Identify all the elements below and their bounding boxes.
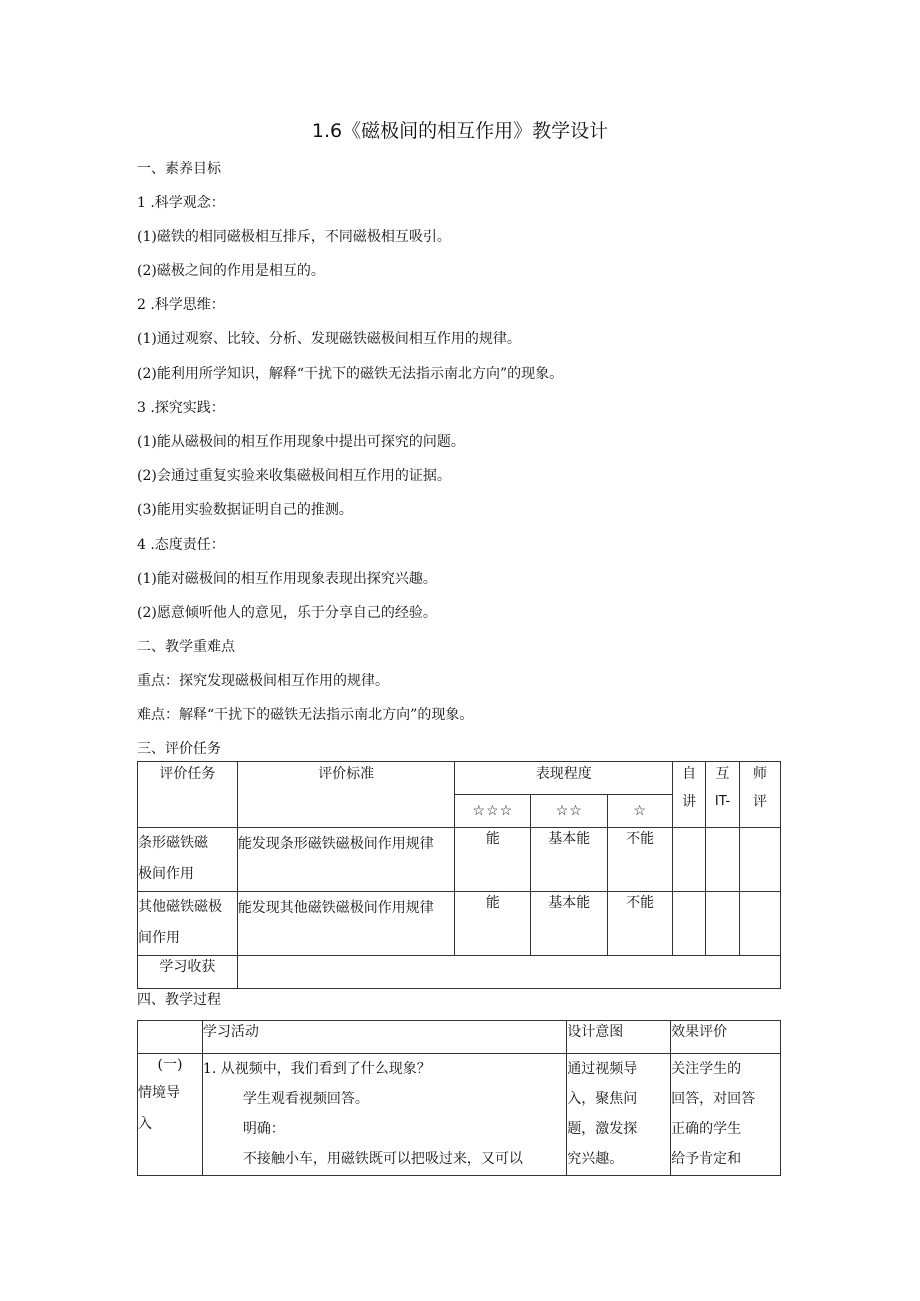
table-row [138,956,781,989]
stage-cell: (一) 情境导 入 [138,1054,203,1176]
goal-heading-thinking: 2 .科学思维： [137,297,225,313]
level-2-cell: 基本能 [531,828,608,892]
self-eval-cell [673,892,706,956]
level-3-cell: 能 [455,892,531,956]
goal-item: (1)通过观察、比较、分析、发现磁铁磁极间相互作用的规律。 [137,331,521,347]
page-title: 1.6《磁极间的相互作用》教学设计 [311,120,609,142]
header-stars-1: ☆ [608,795,673,828]
header-standard: 评价标准 [237,762,455,828]
header-level: 表现程度 [455,762,673,795]
goal-heading-practice: 3 .探究实践： [137,400,225,416]
goal-item: (3)能用实验数据证明自己的推测。 [137,502,353,518]
goal-item: (2)能利用所学知识，解释“干扰下的磁铁无法指示南北方向”的现象。 [137,366,564,382]
task-cell: 其他磁铁磁极 间作用 [138,892,238,956]
goal-item: (2)愿意倾听他人的意见，乐于分享自己的经验。 [137,605,437,621]
header-stars-3: ☆☆☆ [455,795,531,828]
task-cell: 条形磁铁磁 极间作用 [138,828,238,892]
header-activity: 学习活动 [202,1021,566,1054]
harvest-value-cell [237,956,780,989]
section-heading-keypoints: 二、教学重难点 [137,639,235,655]
goal-item: (1)能从磁极间的相互作用现象中提出可探究的问题。 [137,434,465,450]
goal-item: (1)磁铁的相同磁极相互排斥，不同磁极相互吸引。 [137,229,451,245]
teacher-eval-cell [740,892,781,956]
level-2-cell: 基本能 [531,892,608,956]
section-heading-evaluation: 三、评价任务 [137,741,221,757]
header-effect: 效果评价 [671,1021,781,1054]
key-point: 重点：探究发现磁极间相互作用的规律。 [137,673,389,689]
intent-cell: 通过视频导 入，聚焦问 题，激发探 究兴趣。 [567,1054,671,1176]
header-task: 评价任务 [138,762,238,828]
table-row [138,1054,781,1176]
harvest-label-cell: 学习收获 [138,956,238,989]
evaluation-table [137,761,781,989]
difficult-point: 难点：解释“干扰下的磁铁无法指示南北方向”的现象。 [137,707,474,723]
goal-item: (2)会通过重复实验来收集磁极间相互作用的证据。 [137,468,451,484]
header-stage [138,1021,203,1054]
peer-eval-cell [706,828,740,892]
goal-item: (2)磁极之间的作用是相互的。 [137,263,325,279]
effect-cell: 关注学生的 回答，对回答 正确的学生 给予肯定和 [671,1054,781,1176]
table-row [138,828,781,892]
standard-cell: 能发现其他磁铁磁极间作用规律 [237,892,455,956]
table-row [138,892,781,956]
header-teacher: 师 评 [740,762,781,828]
header-self: 自 讲 [673,762,706,828]
header-peer: 互 IT- [706,762,740,828]
teacher-eval-cell [740,828,781,892]
level-1-cell: 不能 [608,892,673,956]
standard-cell: 能发现条形磁铁磁极间作用规律 [237,828,455,892]
level-1-cell: 不能 [608,828,673,892]
goal-heading-concept: 1 .科学观念： [137,195,225,211]
activity-cell: 1. 从视频中，我们看到了什么现象？ 学生观看视频回答。 明确： 不接触小车，用磁铁既可以把吸过来，又可以 [202,1054,566,1176]
peer-eval-cell [706,892,740,956]
self-eval-cell [673,828,706,892]
level-3-cell: 能 [455,828,531,892]
header-stars-2: ☆☆ [531,795,608,828]
process-table [137,1020,781,1176]
goal-item: (1)能对磁极间的相互作用现象表现出探究兴趣。 [137,571,437,587]
header-intent: 设计意图 [567,1021,671,1054]
goal-heading-attitude: 4 .态度责任： [137,537,225,553]
section-heading-goals: 一、素养目标 [137,161,221,177]
section-heading-process: 四、教学过程 [137,992,221,1008]
